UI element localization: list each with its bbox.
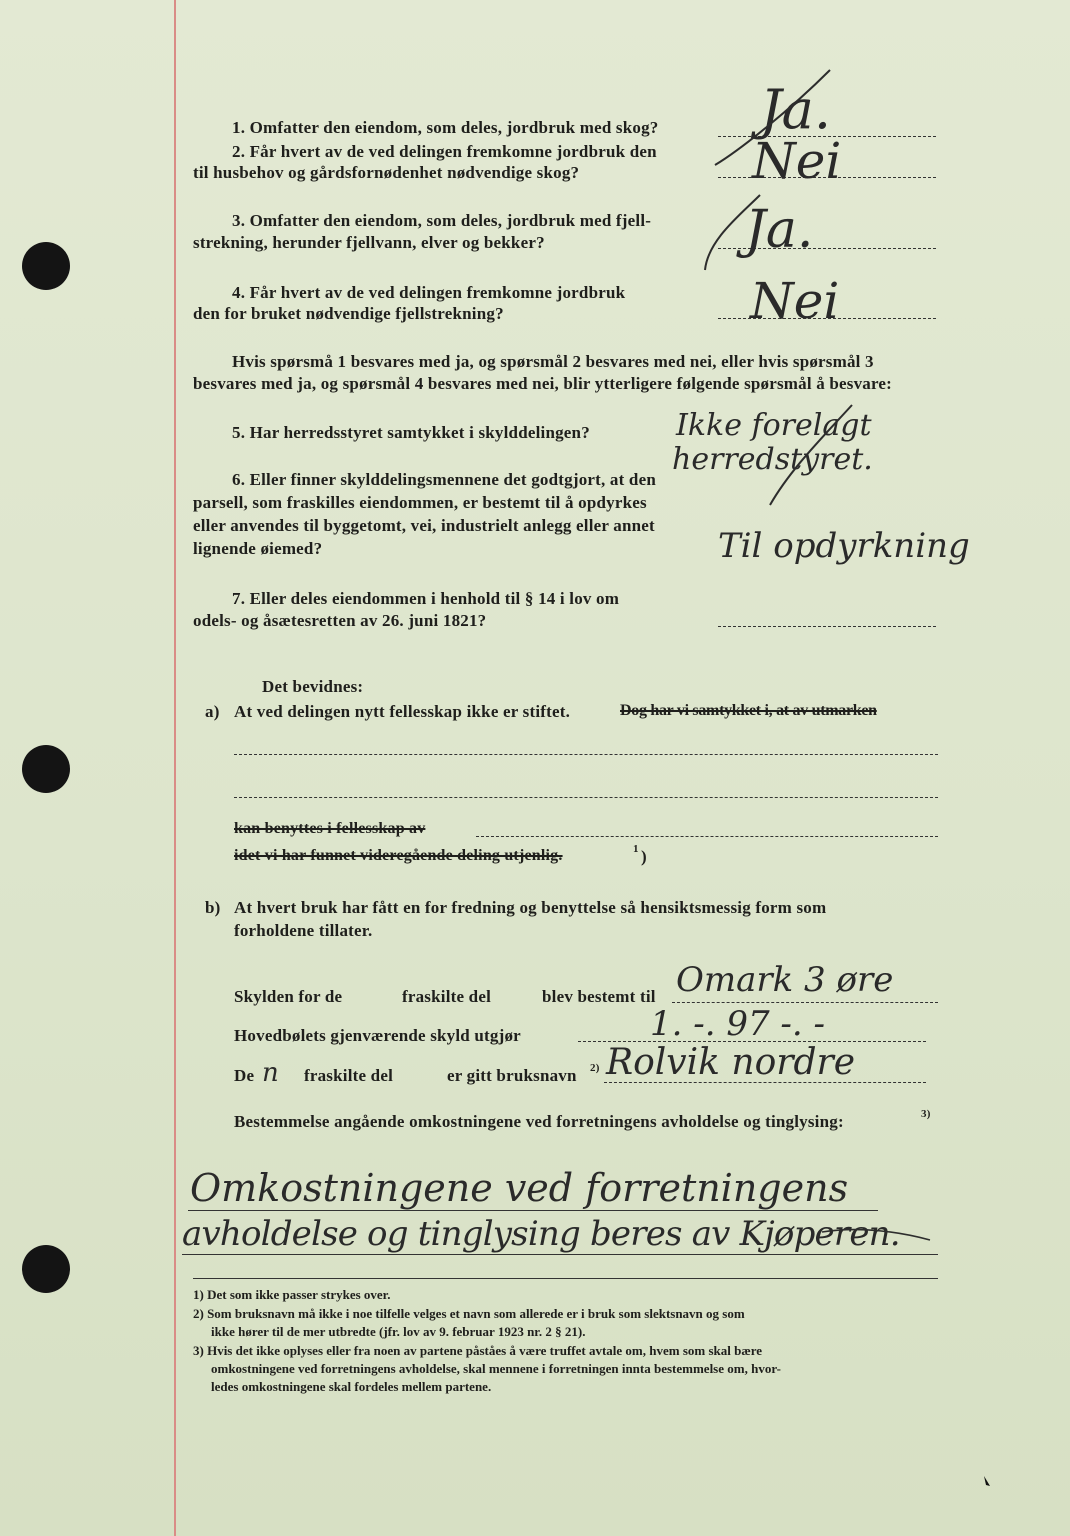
skyld-label-a: Skylden for de (234, 987, 343, 1006)
question-7-line-2: odels- og åsætesretten av 26. juni 1821? (193, 611, 487, 630)
question-7-line-1: 7. Eller deles eiendommen i henhold til § 14 i lov om (232, 589, 620, 608)
question-1: 1. Omfatter den eiendom, som deles, jordbruk med skog? (232, 118, 659, 137)
costs-handwritten-line-2: avholdelse og tinglysing beres av Kjøperen. (182, 1214, 900, 1254)
footnote-2-line-1: 2) Som bruksnavn må ikke i noe tilfelle velges et navn som allerede er i bruk som slektsnavn og som (193, 1306, 745, 1321)
bruksnavn-label-c: er gitt bruksnavn (447, 1066, 577, 1085)
attest-b-label: b) (205, 898, 221, 917)
answer-4-handwritten: Nei (750, 272, 840, 330)
attest-struck-line-2: idet vi har funnet videregående deling utjenlig. (234, 847, 563, 864)
footnote-2-line-2: ikke hører til de mer utbredte (jfr. lov av 9. februar 1923 nr. 2 § 21). (211, 1324, 586, 1339)
answer-5-handwritten-line-2: herredstyret. (672, 442, 873, 477)
attest-a-struck-text: Dog har vi samtykket i, at av utmarken (620, 702, 877, 719)
question-5: 5. Har herredsstyret samtykket i skylddelingen? (232, 423, 590, 442)
question-3-line-1: 3. Omfatter den eiendom, som deles, jordbruk med fjell- (232, 211, 652, 230)
hovedbol-answer-handwritten: 1. -. 97 -. - (650, 1004, 826, 1044)
answer-6-handwritten: Til opdyrkning (718, 526, 970, 566)
question-4-line-2: den for bruket nødvendige fjellstrekning? (193, 304, 504, 323)
skyld-label-b: fraskilte del (402, 987, 492, 1006)
question-6-line-2: parsell, som fraskilles eiendommen, er bestemt til å opdyrkes (193, 493, 647, 512)
answer-5-handwritten-line-1: Ikke forelagt (676, 408, 872, 443)
question-6-line-1: 6. Eller finner skylddelingsmennene det godtgjort, at den (232, 470, 656, 489)
attest-footnote-ref-1: 1 (633, 843, 639, 855)
attest-b-line-2: forholdene tillater. (234, 921, 373, 940)
question-2-line-2: til husbehov og gårdsfornødenhet nødvendige skog? (193, 163, 580, 182)
question-3-line-2: strekning, herunder fjellvann, elver og bekker? (193, 233, 545, 252)
question-6-line-3: eller anvendes til byggetomt, vei, industrielt anlegg eller annet (193, 516, 655, 535)
answer-3-handwritten: Ja. (745, 200, 814, 260)
attest-struck-line-1: kan benyttes i fellesskap av (234, 820, 426, 837)
intro-line-2: besvares med ja, og spørsmål 4 besvares med nei, blir ytterligere følgende spørsmål å besvare: (193, 374, 893, 393)
footnote-3-line-3: ledes omkostningene skal fordeles mellem partene. (211, 1379, 492, 1394)
attest-b-line-1: At hvert bruk har fått en for fredning og benyttelse så hensiktsmessig form som (234, 898, 827, 917)
answer-1-handwritten: Ja. (760, 78, 832, 141)
document-page: 1. Omfatter den eiendom, som deles, jordbruk med skog? Ja. 2. Får hvert av de ved delingen fremkomne jordbruk den til husbehov og gårdsfornødenhet nødvendige skog? Nei 3. Omfatter den eiendom, som deles, jordbruk med fjell- strekning, herunder fjellvann, elver og bekker? Ja. 4. Får hvert av de ved delingen fremkomne jordbruk den for bruket nødvendige fjellstrekning? Nei Hvis spørsmå 1 besvares med ja, og spørsmål 2 besvares med nei, eller hvis spørsmål 3 besvares med ja, og spørsmål 4 besvares med nei, blir ytterligere følgende spørsmål å besvare: 5. Har herredsstyret samtykket i skylddelingen? Ikke forelagt herredstyret. 6. Eller finner skylddelingsmennene det godtgjort, at den parsell, som fraskilles eiendommen, er bestemt til å opdyrkes eller anvendes til byggetomt, vei, industrielt anlegg eller annet lignende øiemed? Til opdyrkning 7. Eller deles eiendommen i henhold til § 14 i lov om odels- og åsætesretten av 26. juni 1821? Det bevidnes: a) At ved delingen nytt fellesskap ikke er stiftet. Dog har vi samtykket i, at av utmarken kan benyttes i fellesskap av idet vi har funnet videregående deling utjenlig. 1 ) b) At hvert bruk har fått en for fredning og benyttelse så hensiktsmessig form som forholdene tillater. Skylden for de fraskilte del blev bestemt til Omark 3 øre Hovedbølets gjenværende skyld utgjør 1. -. 97 -. - De n fraskilte del er gitt bruksnavn 2) Rolvik nordre Bestemmelse angående omkostningene ved forretningens avholdelse og tinglysing: 3) Omkostningene ved forretningens avholdelse og tinglysing beres av Kjøperen. 1) Det som ikke passer strykes over. 2) Som bruksnavn må ikke i noe tilfelle velges et navn som allerede er i bruk som slektsnavn og som ikke hører til de mer utbredte (jfr. lov av 9. februar 1923 nr. 2 § 21). 3) Hvis det ikke oplyses eller fra noen av partene påståes å være truffet avtale om, hvem som skal bære omkostningene ved forretningens avholdelse, skal mennene i forretningen innta bestemmelse om, hvor- ledes omkostningene skal fordeles mellem partene. (0, 0, 1070, 1536)
hovedbol-label: Hovedbølets gjenværende skyld utgjør (234, 1026, 521, 1045)
attest-heading: Det bevidnes: (262, 677, 364, 696)
attest-a-label: a) (205, 702, 220, 721)
skyld-label-c: blev bestemt til (542, 987, 656, 1006)
question-4-line-1: 4. Får hvert av de ved delingen fremkomne jordbruk (232, 283, 626, 302)
omkostning-label: Bestemmelse angående omkostningene ved forretningens avholdelse og tinglysing: (234, 1112, 844, 1131)
costs-handwritten-line-1: Omkostningene ved forretningens (190, 1166, 849, 1210)
footnote-3-line-1: 3) Hvis det ikke oplyses eller fra noen av partene påståes å være truffet avtale om, hvem som skal bære (193, 1343, 763, 1358)
bruksnavn-label-a: De (234, 1066, 255, 1085)
question-2-line-1: 2. Får hvert av de ved delingen fremkomne jordbruk den (232, 142, 657, 161)
question-6-line-4: lignende øiemed? (193, 539, 323, 558)
footnote-1: 1) Det som ikke passer strykes over. (193, 1287, 391, 1302)
bruksnavn-handwritten-n: n (262, 1058, 279, 1088)
bruksnavn-label-b: fraskilte del (304, 1066, 394, 1085)
attest-a-text: At ved delingen nytt fellesskap ikke er stiftet. (234, 702, 571, 721)
bruksnavn-footnote-ref: 2) (590, 1062, 600, 1074)
omkostning-footnote-ref: 3) (921, 1108, 931, 1120)
bruksnavn-answer-handwritten: Rolvik nordre (606, 1042, 856, 1083)
footnote-3-line-2: omkostningene ved forretningens avholdelse, skal mennene i forretningen innta bestemmelse om, hvor- (211, 1361, 781, 1376)
skyld-answer-handwritten: Omark 3 øre (676, 960, 894, 1000)
answer-2-handwritten: Nei (752, 132, 842, 190)
intro-line-1: Hvis spørsmå 1 besvares med ja, og spørsmål 2 besvares med nei, eller hvis spørsmål 3 (232, 352, 874, 371)
